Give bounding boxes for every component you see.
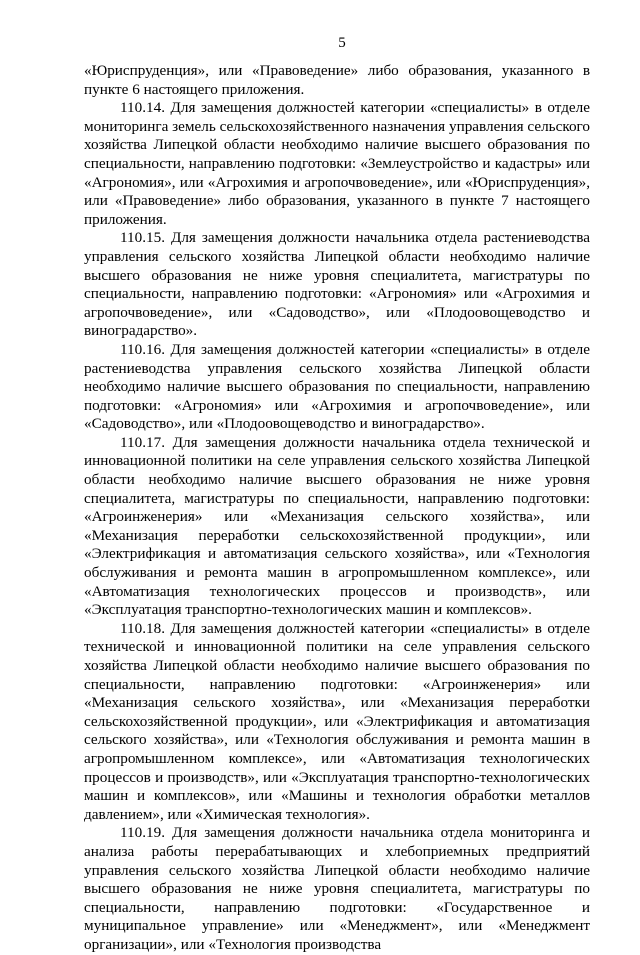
paragraph: 110.15. Для замещения должности начальника отдела растениеводства управления сельского хозяйства Липецкой области необходимо наличие высшего образования не ниже уровня специалитета, магистратуры по специальности, направлению подготовки: «Агрономия» или «Агрохимия и агропочвоведение», или «Садоводство», или «Плодоовощеводство и виноградарство». xyxy=(84,229,590,340)
paragraph: 110.17. Для замещения должности начальника отдела технической и инновационной политики на селе управления сельского хозяйства Липецкой области необходимо наличие высшего образования не ниже уровня специалитета, магистратуры по специальности, направлению подготовки: «Агроинженерия» или «Механизация сельского хозяйства», или «Механизация переработки сельскохозяйственной продукции», или «Электрификация и автоматизация сельского хозяйства», или «Технология обслуживания и ремонта машин в агропромышленном комплексе», или «Автоматизация технологических процессов и производств», или «Эксплуатация транспортно-технологических машин и комплексов». xyxy=(84,433,590,619)
paragraph: 110.16. Для замещения должностей категории «специалисты» в отделе растениеводства управления сельского хозяйства Липецкой области необходимо наличие высшего образования по специальности, направлению подготовки: «Агрономия» или «Агрохимия и агропочвоведение», или «Садоводство», или «Плодоовощеводство и виноградарство». xyxy=(84,340,590,433)
paragraph: 110.14. Для замещения должностей категории «специалисты» в отделе мониторинга земель сельскохозяйственного назначения управления сельского хозяйства Липецкой области необходимо наличие высшего образования по специальности, направлению подготовки: «Землеустройство и кадастры» или «Агрономия», или «Агрохимия и агропочвоведение», или «Юриспруденция», или «Правоведение» либо образования, указанного в пункте 7 настоящего приложения. xyxy=(84,99,590,228)
document-body xyxy=(84,62,590,955)
paragraph: 110.19. Для замещения должности начальника отдела мониторинга и анализа работы перерабатывающих и хлебоприемных предприятий управления сельского хозяйства Липецкой области необходимо наличие высшего образования не ниже уровня специалитета, магистратуры по специальности, направлению подготовки: «Государственное и муниципальное управление» или «Менеджмент», или «Менеджмент организации», или «Технология производства xyxy=(84,824,590,953)
page-number: 5 xyxy=(338,35,346,51)
paragraph: 110.18. Для замещения должностей категории «специалисты» в отделе технической и инновационной политики на селе управления сельского хозяйства Липецкой области необходимо наличие высшего образования по специальности, направлению подготовки: «Агроинженерия» или «Механизация сельского хозяйства», или «Механизация переработки сельскохозяйственной продукции», или «Электрификация и автоматизация сельского хозяйства», или «Технология обслуживания и ремонта машин в агропромышленном комплексе», или «Автоматизация технологических процессов и производств», или «Эксплуатация транспортно-технологических машин и комплексов», или «Машины и технология обработки металлов давлением», или «Химическая технология». xyxy=(84,619,590,823)
paragraph: «Юриспруденция», или «Правоведение» либо образования, указанного в пункте 6 настоящего приложения. xyxy=(84,62,590,98)
